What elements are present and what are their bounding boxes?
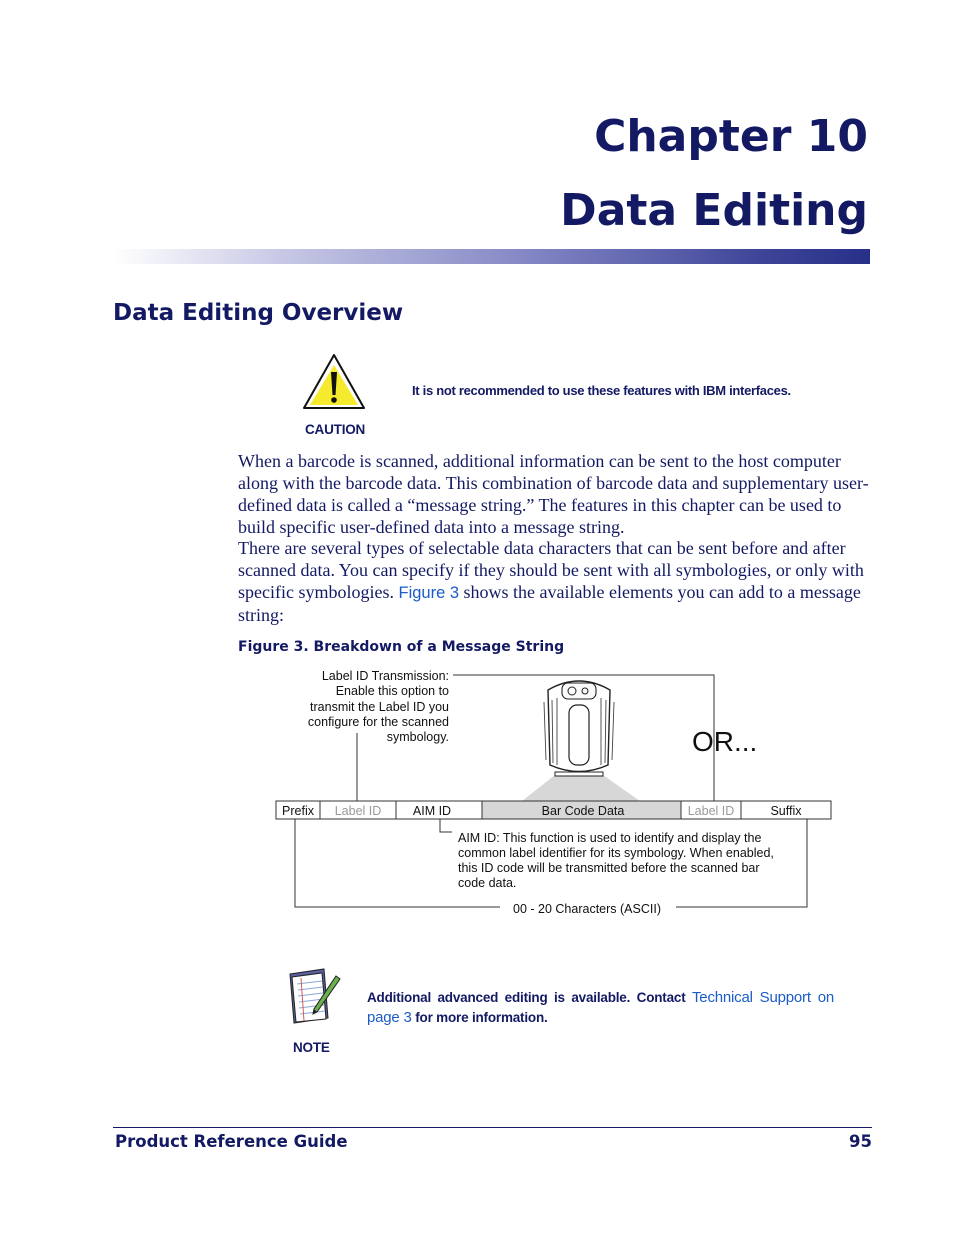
caution-text: It is not recommended to use these features with IBM interfaces. (412, 383, 791, 398)
segment-bar-code-data: Bar Code Data (541, 804, 625, 818)
segment-aim-id: AIM ID (412, 804, 452, 818)
body-paragraph-2 (238, 537, 872, 626)
aim-note-line-2: common label identifier for its symbology. When enabled, (458, 846, 774, 860)
note-text (367, 988, 834, 1028)
label-id-note-line-3: transmit the Label ID you (310, 700, 449, 714)
label-id-note-line-4: configure for the scanned (307, 715, 449, 729)
segment-prefix: Prefix (282, 804, 314, 818)
section-heading: Data Editing Overview (113, 300, 404, 326)
aim-id-leader-line (440, 819, 452, 832)
body-paragraph-1: When a barcode is scanned, additional information can be sent to the host computer along with the barcode data. This combination of barcode data and supplementary user-defined data is called a “message string.” The features in this chapter can be used to build specific user-defined data into a message string. (238, 451, 869, 537)
chapter-number: Chapter 10 (594, 111, 868, 162)
note-label: NOTE (293, 1040, 330, 1055)
paragraph-2-text: There are several types of selectable data characters that can be sent before and after scanned data. You can specify if they should be sent with all symbologies, or only with specific symbologies. (238, 538, 864, 602)
aim-note-line-1: AIM ID: This function is used to identify and display the (458, 831, 762, 845)
chapter-heading (560, 100, 868, 248)
scanner-illustration (544, 681, 614, 776)
caution-icon (301, 352, 367, 412)
label-id-note-line-5: symbology. (386, 730, 449, 744)
chapter-title: Data Editing (560, 185, 868, 236)
note-text-end: for more information. (411, 1010, 548, 1025)
technical-support-link[interactable]: Technical Support on page 3 (367, 989, 834, 1026)
length-label: 00 - 20 Characters (ASCII) (513, 902, 661, 916)
message-string-bar (276, 801, 831, 819)
caution-label: CAUTION (305, 422, 366, 437)
note-text-start: Additional advanced editing is available. Contact (367, 990, 692, 1005)
aim-note-line-4: code data. (458, 876, 517, 890)
aim-note-line-3: this ID code will be transmitted before the scanned bar (458, 861, 760, 875)
page-number: 95 (849, 1132, 872, 1151)
footer-divider (113, 1127, 872, 1128)
label-id-note-line-2: Enable this option to (335, 684, 449, 698)
segment-label-id-before: Label ID (334, 804, 382, 818)
scan-beam (522, 775, 640, 801)
or-text: OR... (692, 726, 758, 757)
segment-label-id-after: Label ID (687, 804, 735, 818)
label-id-note-line-1: Label ID Transmission: (321, 669, 449, 683)
segment-suffix: Suffix (770, 804, 802, 818)
footer-title: Product Reference Guide (115, 1132, 348, 1151)
paragraph-2-text-end: shows the available elements you can add to a message string: (238, 582, 861, 625)
note-icon (284, 966, 342, 1026)
chapter-divider-bar (113, 249, 870, 264)
figure-caption: Figure 3. Breakdown of a Message String (238, 639, 565, 655)
figure-3-link[interactable]: Figure 3 (398, 584, 460, 602)
